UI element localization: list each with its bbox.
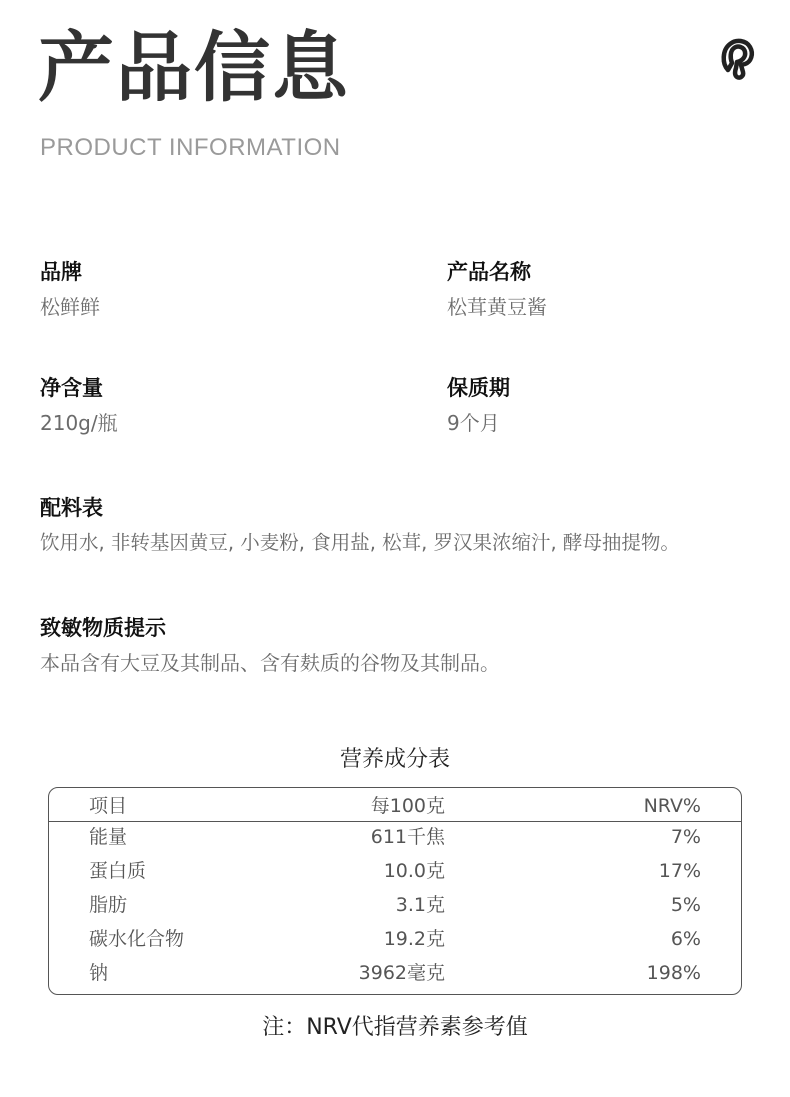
header-per100g: 每100克 [370, 795, 445, 817]
row-nrv: 17% [658, 860, 701, 882]
row-amount: 10.0克 [383, 860, 445, 882]
ingredients-field [40, 498, 680, 553]
row-item: 钠 [89, 962, 109, 984]
row-nrv: 198% [646, 962, 701, 984]
table-row [49, 930, 741, 964]
net-content-label: 净含量 [40, 376, 103, 400]
row-amount: 3.1克 [395, 894, 445, 916]
table-row [49, 964, 741, 998]
brand-value: 松鲜鲜 [40, 295, 100, 319]
row-amount: 19.2克 [383, 928, 445, 950]
page-title: 产品信息 [38, 23, 350, 112]
net-content-value: 210g/瓶 [40, 411, 118, 435]
row-item: 蛋白质 [89, 860, 147, 882]
row-item: 能量 [89, 826, 128, 848]
row-amount: 611千焦 [370, 826, 445, 848]
shelf-life-field [447, 378, 510, 433]
nutrition-table [48, 787, 742, 995]
row-item: 碳水化合物 [89, 928, 185, 950]
allergen-value: 本品含有大豆及其制品、含有麸质的谷物及其制品。 [40, 651, 500, 675]
product-name-label: 产品名称 [447, 260, 531, 284]
product-name-value: 松茸黄豆酱 [447, 295, 547, 319]
nrv-note: 注：NRV代指营养素参考值 [262, 1015, 528, 1040]
shelf-life-label: 保质期 [447, 376, 510, 400]
brand-logo-icon [718, 36, 756, 82]
brand-field [40, 262, 100, 317]
shelf-life-value: 9个月 [447, 411, 500, 435]
table-row [49, 862, 741, 896]
row-amount: 3962毫克 [358, 962, 445, 984]
net-content-field [40, 378, 118, 433]
brand-label: 品牌 [40, 260, 82, 284]
page-subtitle: PRODUCT INFORMATION [40, 134, 341, 161]
header-nrv: NRV% [643, 795, 701, 817]
table-row [49, 896, 741, 930]
row-nrv: 7% [670, 826, 701, 848]
row-nrv: 5% [670, 894, 701, 916]
product-name-field [447, 262, 547, 317]
ingredients-label: 配料表 [40, 496, 103, 520]
header-item: 项目 [89, 795, 128, 817]
allergen-label: 致敏物质提示 [40, 616, 166, 640]
row-nrv: 6% [670, 928, 701, 950]
allergen-field [40, 618, 500, 673]
nutrition-header-row [49, 788, 741, 822]
ingredients-value: 饮用水, 非转基因黄豆, 小麦粉, 食用盐, 松茸, 罗汉果浓缩汁, 酵母抽提物。 [40, 531, 680, 554]
table-row [49, 828, 741, 862]
nutrition-title: 营养成分表 [339, 747, 450, 772]
row-item: 脂肪 [89, 894, 128, 916]
